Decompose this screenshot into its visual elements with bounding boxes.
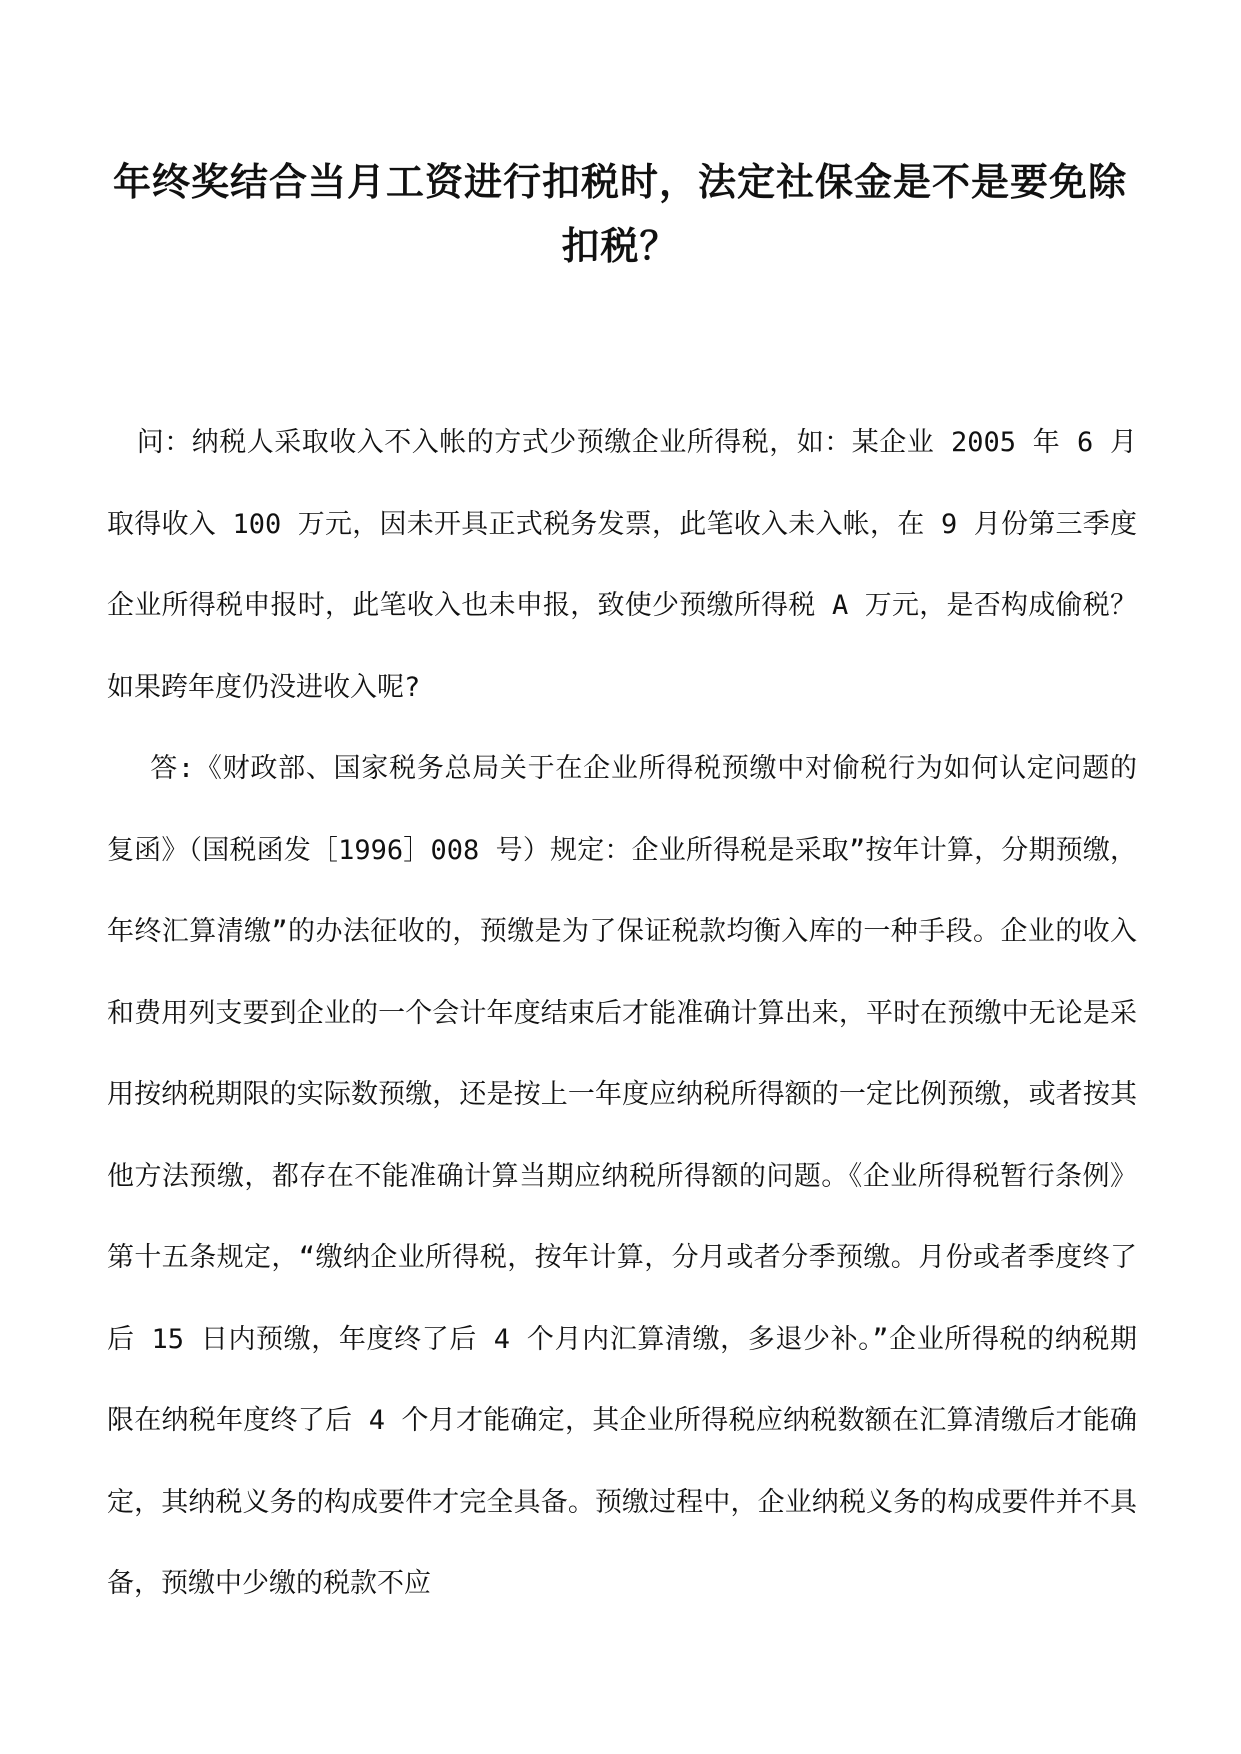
question-paragraph: 问：纳税人采取收入不入帐的方式少预缴企业所得税，如：某企业 2005 年 6 月取得收入 100 万元，因未开具正式税务发票，此笔收入未入帐，在 9 月份第三季度企业所得税申报时，此笔收入也未申报，致使少预缴所得税 A 万元，是否构成偷税？如果跨年度仍没进收入呢? — [107, 427, 1138, 703]
answer-paragraph: 答:《财政部、国家税务总局关于在企业所得税预缴中对偷税行为如何认定问题的复函》（国税函发［1996］008 号）规定：企业所得税是采取”按年计算，分期预缴，年终汇算清缴”的办法征收的，预缴是为了保证税款均衡入库的一种手段。企业的收入和费用列支要到企业的一个会计年度结束后才能准确计算出来，平时在预缴中无论是采用按纳税期限的实际数预缴，还是按上一年度应纳税所得额的一定比例预缴，或者按其他方法预缴，都存在不能准确计算当期应纳税所得额的问题。《企业所得税暂行条例》第十五条规定，“缴纳企业所得税，按年计算，分月或者分季预缴。月份或者季度终了后 15 日内预缴，年度终了后 4 个月内汇算清缴，多退少补。”企业所得税的纳税期限在纳税年度终了后 4 个月才能确定，其企业所得税应纳税数额在汇算清缴后才能确定，其纳税义务的构成要件才完全具备。预缴过程中，企业纳税义务的构成要件并不具备，预缴中少缴的税款不应 — [107, 753, 1137, 1599]
document-body — [107, 402, 1137, 1625]
document-title: 年终奖结合当月工资进行扣税时，法定社保金是不是要免除扣税？ — [112, 159, 1127, 268]
